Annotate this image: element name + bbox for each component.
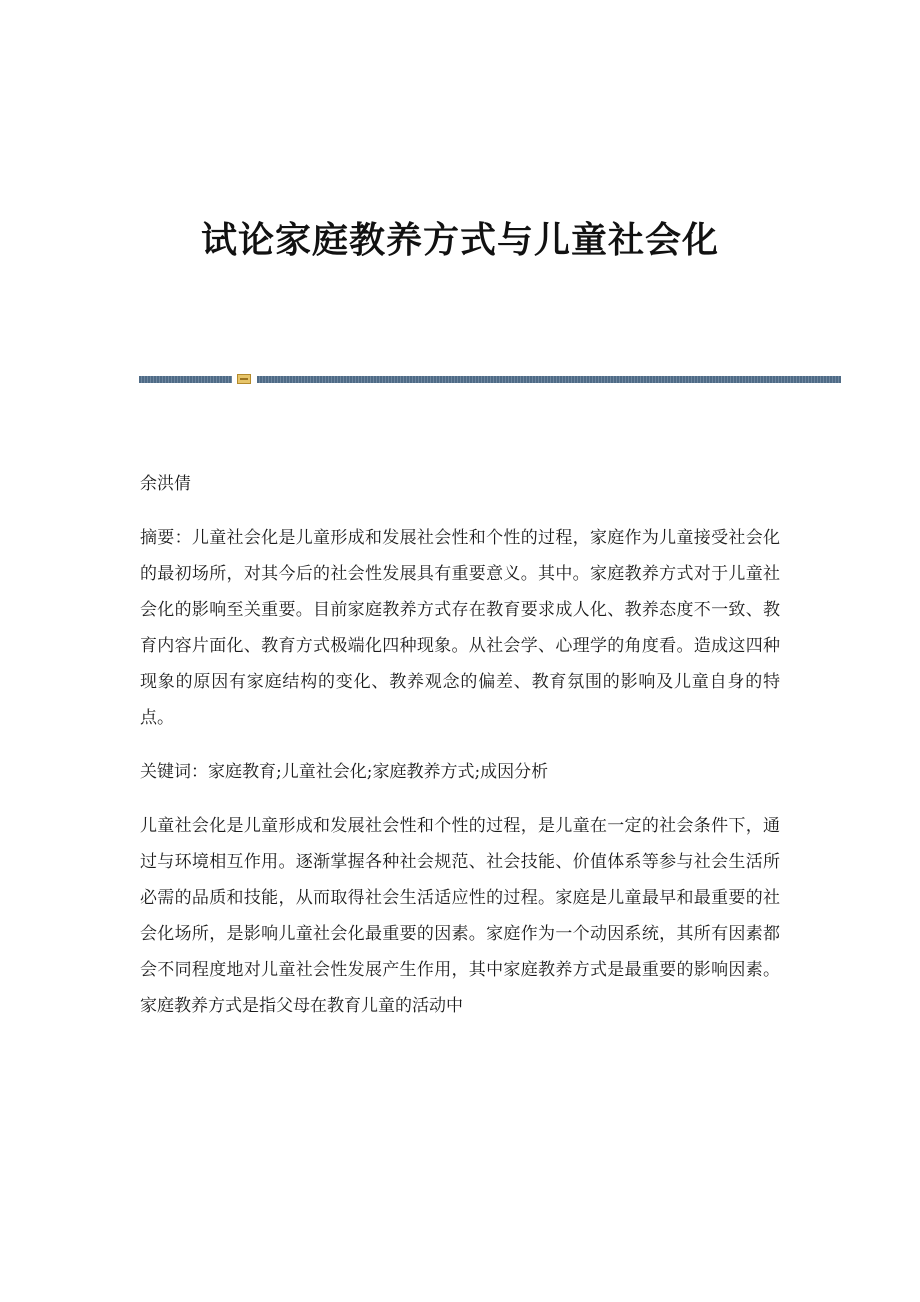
author-name: 余洪倩 xyxy=(140,474,191,494)
document-content xyxy=(140,466,780,1024)
body-paragraph: 儿童社会化是儿童形成和发展社会性和个性的过程，是儿童在一定的社会条件下，通过与环境相互作用。逐渐掌握各种社会规范、社会技能、价值体系等参与社会生活所必需的品质和技能，从而取得社会生活适应性的过程。家庭是儿童最早和最重要的社会化场所，是影响儿童社会化最重要的因素。家庭作为一个动因系统，其所有因素都会不同程度地对儿童社会性发展产生作用，其中家庭教养方式是最重要的影响因素。家庭教养方式是指父母在教育儿童的活动中 xyxy=(140,816,780,1016)
abstract-paragraph: 摘要：儿童社会化是儿童形成和发展社会性和个性的过程，家庭作为儿童接受社会化的最初场所，对其今后的社会性发展具有重要意义。其中。家庭教养方式对于儿童社会化的影响至关重要。目前家庭教养方式存在教育要求成人化、教养态度不一致、教育内容片面化、教育方式极端化四种现象。从社会学、心理学的角度看。造成这四种现象的原因有家庭结构的变化、教养观念的偏差、教育氛围的影响及儿童自身的特点。 xyxy=(140,528,780,728)
title-divider xyxy=(139,374,841,384)
keywords-line: 关键词：家庭教育;儿童社会化;家庭教养方式;成因分析 xyxy=(140,762,549,782)
document-title: 试论家庭教养方式与儿童社会化 xyxy=(200,219,719,261)
divider-bar-right xyxy=(257,376,841,383)
divider-ornament-icon xyxy=(237,374,251,384)
divider-bar-left xyxy=(139,376,232,383)
